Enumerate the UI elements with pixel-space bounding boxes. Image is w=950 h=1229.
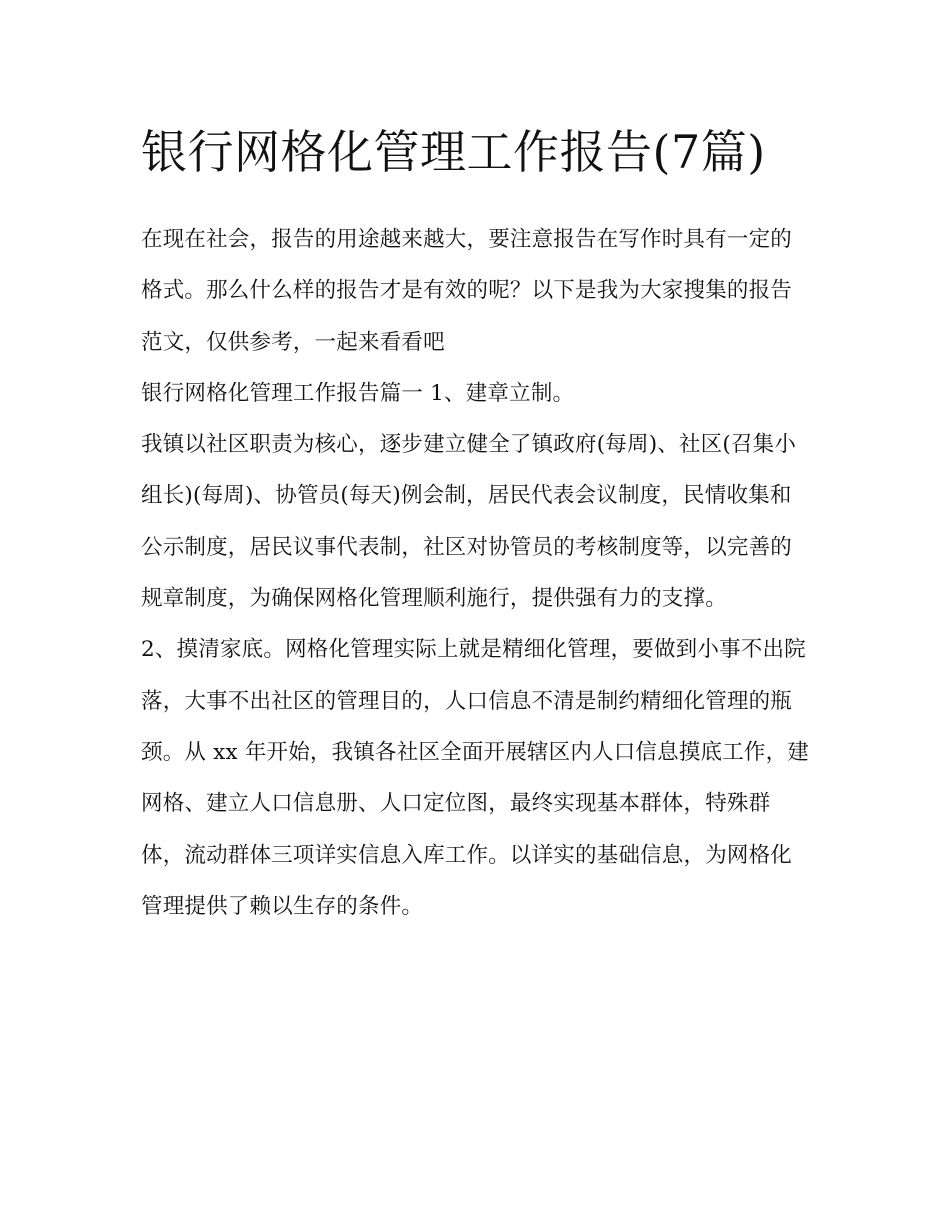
rules-paragraph: 我镇以社区职责为核心，逐步建立健全了镇政府(每周)、社区(召集小组长)(每周)、协管员(每天)例会制，居民代表会议制度，民情收集和公示制度，居民议事代表制，社区对协管员的考核制度等，以完善的规章制度，为确保网格化管理顺利施行，提供强有力的支撑。 xyxy=(141,432,797,612)
document-title: 银行网格化管理工作报告(7篇) xyxy=(141,125,766,179)
section-heading-paragraph: 银行网格化管理工作报告篇一 1、建章立制。 xyxy=(141,380,575,406)
intro-paragraph: 在现在社会，报告的用途越来越大，要注意报告在写作时具有一定的格式。那么什么样的报告才是有效的呢？以下是我为大家搜集的报告范文，仅供参考，一起来看看吧 xyxy=(141,227,793,355)
document-content xyxy=(141,112,813,932)
household-info-paragraph: 2、摸清家底。网格化管理实际上就是精细化管理，要做到小事不出院落，大事不出社区的管理目的，人口信息不清是制约精细化管理的瓶颈。从 xx 年开始，我镇各社区全面开展辖区内人口信息摸底工作，建网格、建立人口信息册、人口定位图，最终实现基本群体，特殊群体，流动群体三项详实信息入库工作。以详实的基础信息，为网格化管理提供了赖以生存的条件。 xyxy=(141,637,810,919)
